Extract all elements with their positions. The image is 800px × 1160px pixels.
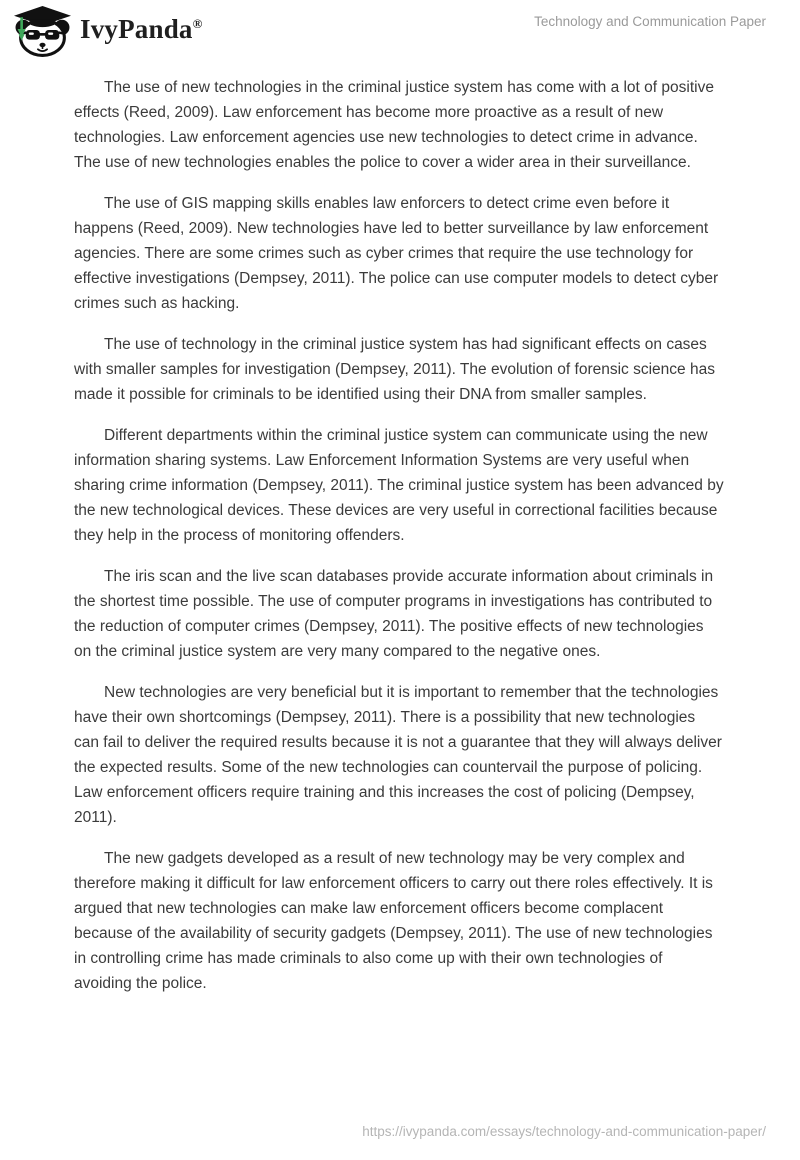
paragraph: The use of GIS mapping skills enables law enforcers to detect crime even before it happens (Reed, 2009). New technologies have led to better surveillance by law enforcement agencies. There are some crimes such as cyber crimes that require the use technology for effective investigations (Dempsey, 2011). The police can use computer models to detect cyber crimes such as hacking.	[74, 195, 719, 312]
paragraph: The use of technology in the criminal justice system has had significant effects on cases with smaller samples for investigation (Dempsey, 2011). The evolution of forensic science has made it possible for criminals to be identified using their DNA from smaller samples.	[74, 336, 715, 403]
paragraph: The use of new technologies in the criminal justice system has come with a lot of positive effects (Reed, 2009). Law enforcement has become more proactive as a result of new technologies. Law enforcement agencies use new technologies to detect crime in advance. The use of new technologies enables the police to cover a wider area in their surveillance.	[74, 79, 714, 171]
paragraph: The iris scan and the live scan databases provide accurate information about criminals in the shortest time possible. The use of computer programs in investigations has contributed to the reduction of computer crimes (Dempsey, 2011). The positive effects of new technologies on the criminal justice system are very many compared to the negative ones.	[74, 568, 714, 660]
document-title: Technology and Communication Paper	[534, 14, 766, 29]
essay-content	[74, 75, 724, 1012]
source-url-link[interactable]: https://ivypanda.com/essays/technology-and-communication-paper/	[362, 1124, 766, 1139]
paragraph: The new gadgets developed as a result of new technology may be very complex and therefore making it difficult for law enforcement officers to carry out there roles effectively. It is argued that new technologies can make law enforcement officers become complacent because of the availability of security gadgets (Dempsey, 2011). The use of new technologies in controlling crime has made criminals to also come up with their own technologies of avoiding the police.	[74, 850, 713, 992]
paragraph: Different departments within the criminal justice system can communicate using the new information sharing systems. Law Enforcement Information Systems are very useful when sharing crime information (Dempsey, 2011). The criminal justice system has been advanced by the new technological devices. These devices are very useful in correctional facilities because they help in the process of monitoring offenders.	[74, 427, 724, 544]
brand-text	[80, 14, 203, 45]
registered-mark: ®	[192, 16, 203, 31]
brand-name: IvyPanda	[80, 14, 193, 44]
ivypanda-panda-graduate-logo-icon	[14, 6, 71, 57]
paragraph: New technologies are very beneficial but it is important to remember that the technologies have their own shortcomings (Dempsey, 2011). There is a possibility that new technologies can fail to deliver the required results because it is not a guarantee that they will always deliver the expected results. Some of the new technologies can countervail the purpose of policing. Law enforcement officers require training and this increases the cost of policing (Dempsey, 2011).	[74, 684, 722, 826]
